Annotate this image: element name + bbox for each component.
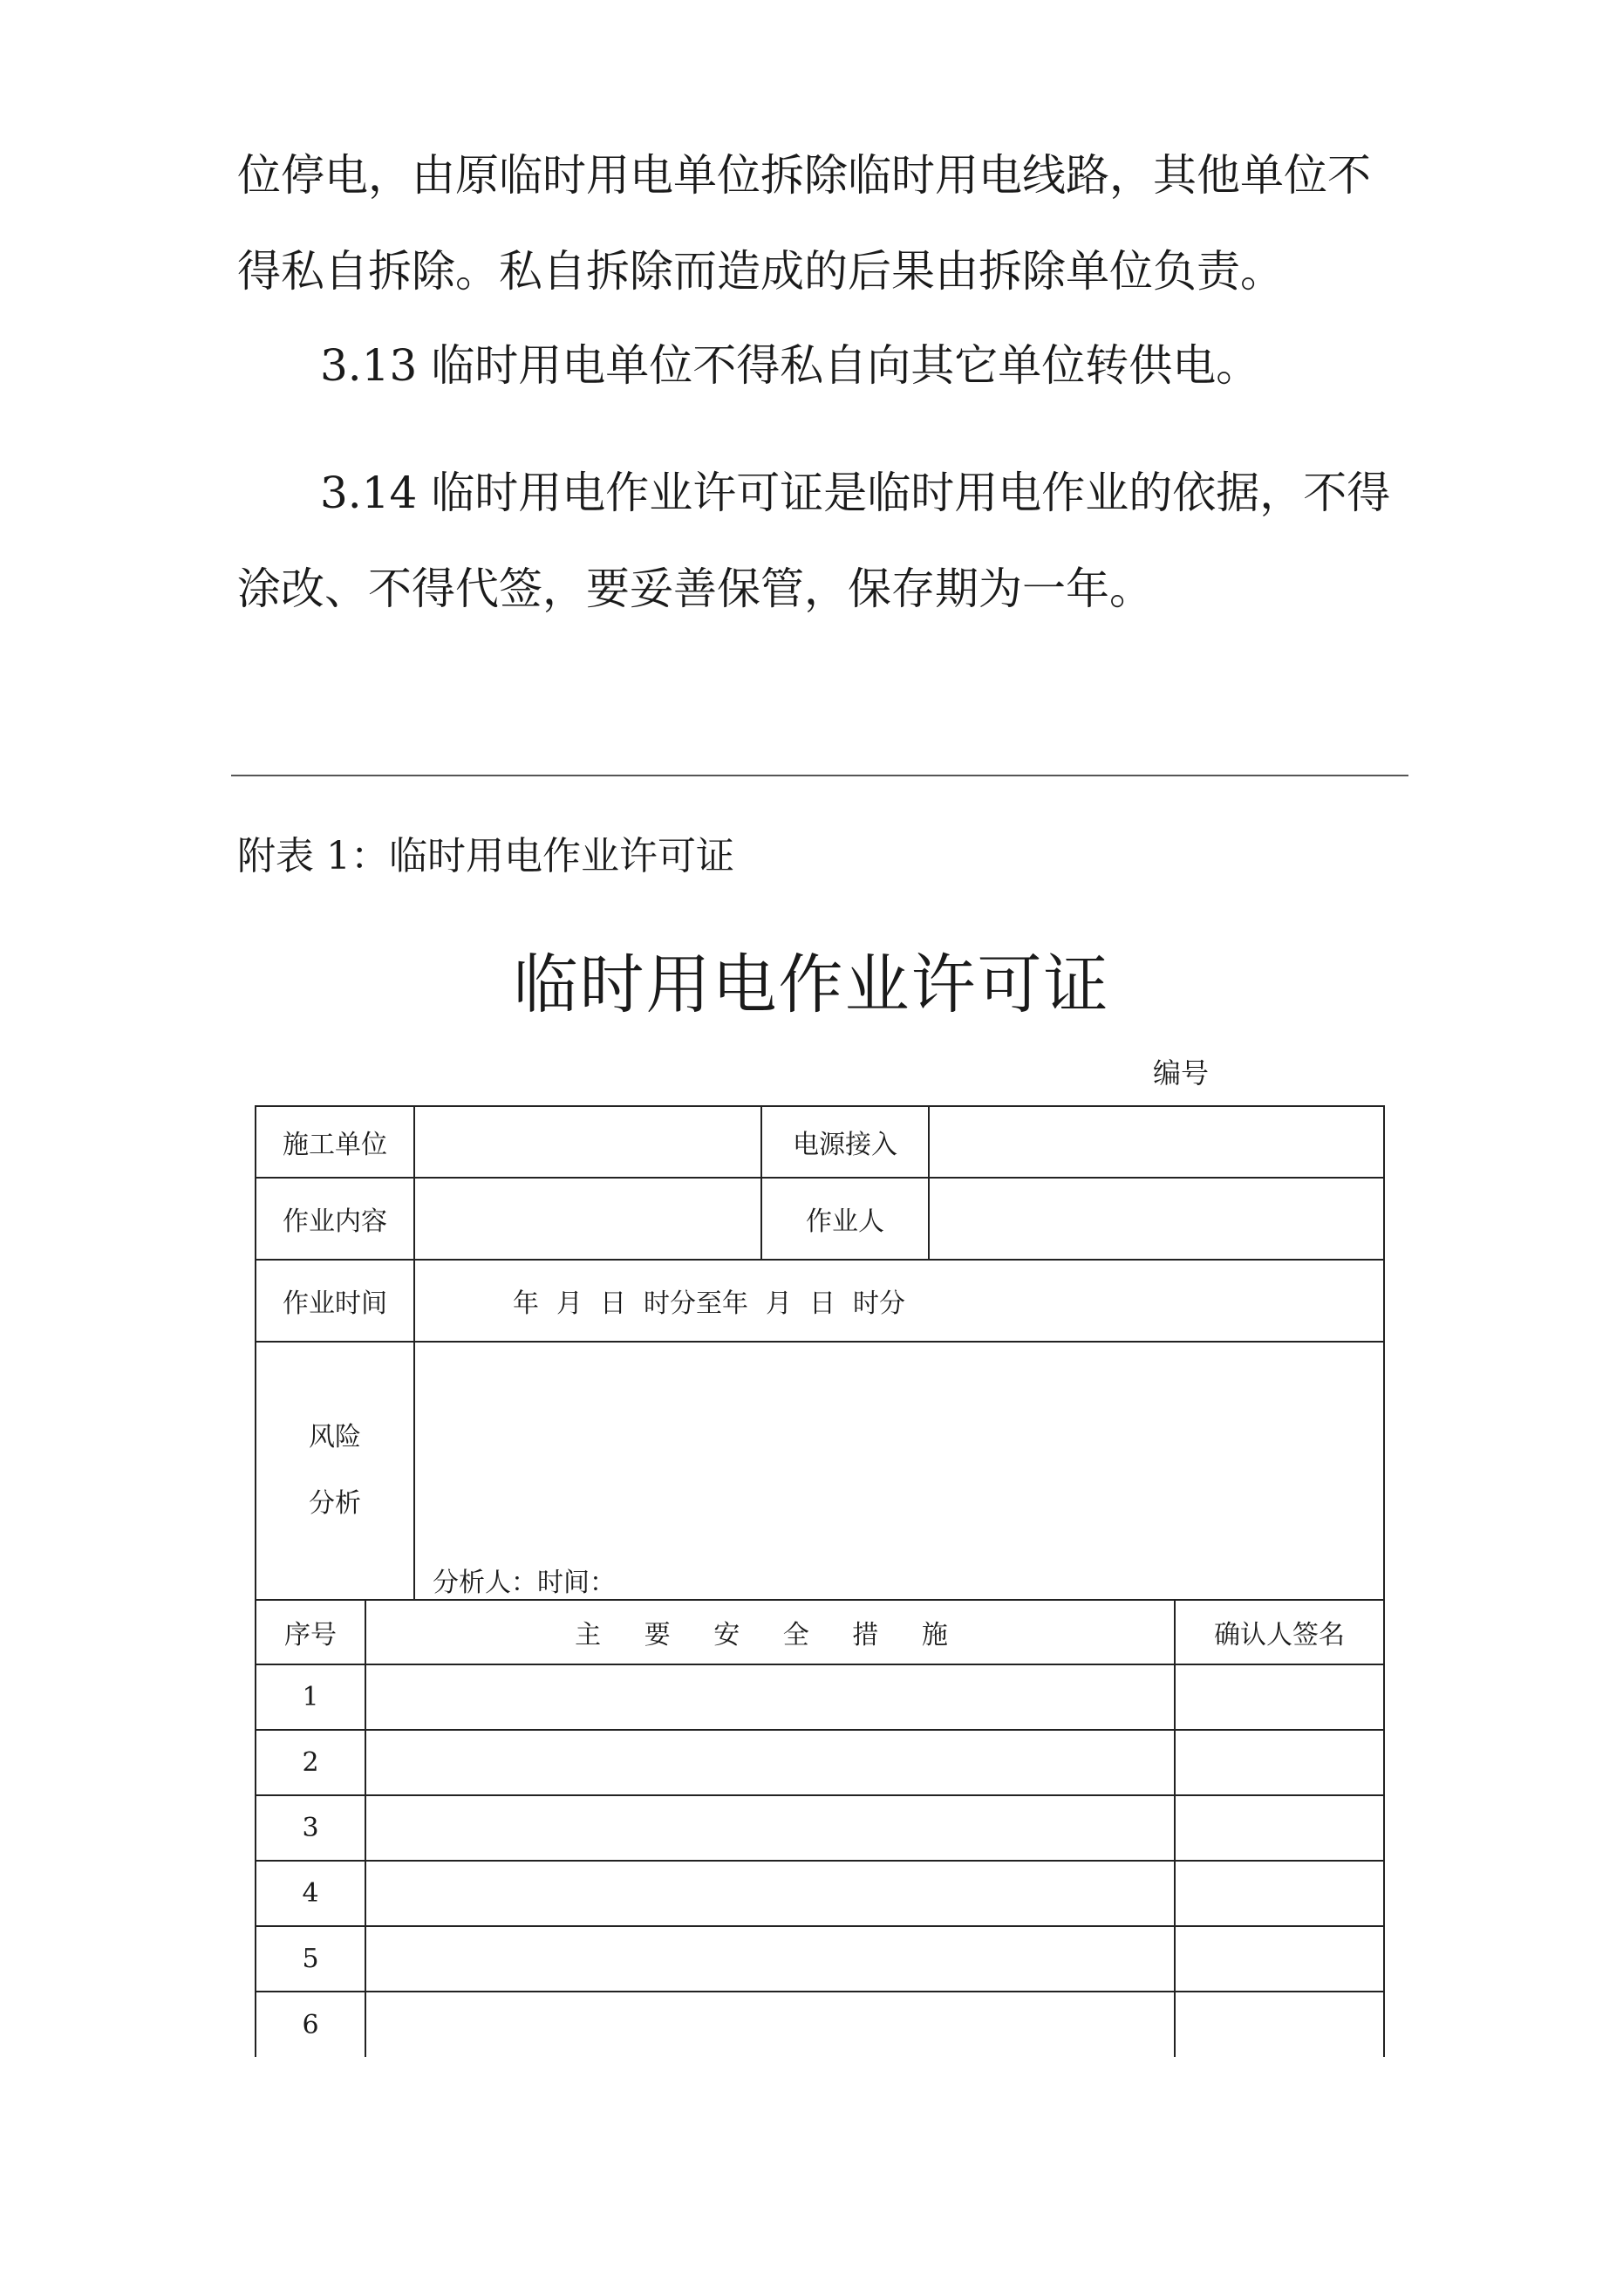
table-row bbox=[256, 1664, 1384, 1730]
measure-cell[interactable] bbox=[365, 1730, 1175, 1795]
row-index: 3 bbox=[256, 1795, 365, 1861]
paragraph-3-13: 3.13 临时用电单位不得私自向其它单位转供电。 bbox=[320, 340, 1260, 391]
measure-cell[interactable] bbox=[365, 1861, 1175, 1926]
table-row bbox=[256, 1730, 1384, 1795]
measures-header-row bbox=[256, 1600, 1384, 1664]
row-index: 5 bbox=[256, 1926, 365, 1992]
measure-cell[interactable] bbox=[365, 1664, 1175, 1730]
signature-cell[interactable] bbox=[1175, 1992, 1384, 2057]
row-index: 2 bbox=[256, 1730, 365, 1795]
header-index: 序号 bbox=[256, 1600, 365, 1664]
risk-analyst-time: 分析人：时间： bbox=[433, 1568, 616, 1598]
time-part: 日 bbox=[809, 1288, 835, 1319]
row-content bbox=[256, 1178, 1384, 1260]
time-part: 月 bbox=[766, 1288, 792, 1319]
form-title: 临时用电作业许可证 bbox=[513, 947, 1110, 1022]
signature-cell[interactable] bbox=[1175, 1861, 1384, 1926]
time-part: 月 bbox=[556, 1288, 583, 1319]
label-risk bbox=[256, 1342, 414, 1600]
row-index: 4 bbox=[256, 1861, 365, 1926]
signature-cell[interactable] bbox=[1175, 1730, 1384, 1795]
measure-cell[interactable] bbox=[365, 1926, 1175, 1992]
paragraph-continuation: 位停电，由原临时用电单位拆除临时用电线路，其他单位不得私自拆除。私自拆除而造成的后果由拆除单位负责。 bbox=[237, 150, 1371, 297]
label-worker: 作业人 bbox=[761, 1178, 929, 1260]
row-risk bbox=[256, 1342, 1384, 1600]
signature-cell[interactable] bbox=[1175, 1926, 1384, 1992]
risk-label-line2: 分析 bbox=[309, 1488, 361, 1519]
paragraph-3-14: 3.14 临时用电作业许可证是临时用电作业的依据，不得涂改、不得代签，要妥善保管，保存期为一年。 bbox=[237, 468, 1391, 614]
label-time: 作业时间 bbox=[256, 1260, 414, 1342]
permit-info-table bbox=[255, 1105, 1385, 1601]
row-unit bbox=[256, 1106, 1384, 1178]
measure-cell[interactable] bbox=[365, 1795, 1175, 1861]
field-risk-analysis[interactable] bbox=[414, 1342, 1384, 1600]
field-time[interactable] bbox=[414, 1260, 1384, 1342]
row-index: 1 bbox=[256, 1664, 365, 1730]
label-power-source: 电源接入 bbox=[761, 1106, 929, 1178]
table-row bbox=[256, 1992, 1384, 2057]
time-part: 日 bbox=[600, 1288, 626, 1319]
signature-cell[interactable] bbox=[1175, 1795, 1384, 1861]
signature-cell[interactable] bbox=[1175, 1664, 1384, 1730]
section-divider bbox=[231, 775, 1408, 776]
label-content: 作业内容 bbox=[256, 1178, 414, 1260]
time-part: 时分至年 bbox=[644, 1288, 748, 1319]
serial-number-label: 编号 bbox=[1153, 1056, 1210, 1090]
table-row bbox=[256, 1926, 1384, 1992]
field-unit[interactable] bbox=[414, 1106, 761, 1178]
field-power-source[interactable] bbox=[929, 1106, 1384, 1178]
table-row bbox=[256, 1861, 1384, 1926]
header-measure: 主 要 安 全 措 施 bbox=[365, 1600, 1175, 1664]
header-confirm: 确认人签名 bbox=[1175, 1600, 1384, 1664]
field-content[interactable] bbox=[414, 1178, 761, 1260]
label-unit: 施工单位 bbox=[256, 1106, 414, 1178]
row-time bbox=[256, 1260, 1384, 1342]
appendix-label: 附表 1：临时用电作业许可证 bbox=[237, 834, 734, 878]
time-part: 年 bbox=[513, 1288, 539, 1319]
row-index: 6 bbox=[256, 1992, 365, 2057]
safety-measures-table bbox=[255, 1599, 1385, 2057]
table-row bbox=[256, 1795, 1384, 1861]
time-part: 时分 bbox=[853, 1288, 905, 1319]
risk-label-line1: 风险 bbox=[309, 1422, 361, 1452]
field-worker[interactable] bbox=[929, 1178, 1384, 1260]
measure-cell[interactable] bbox=[365, 1992, 1175, 2057]
